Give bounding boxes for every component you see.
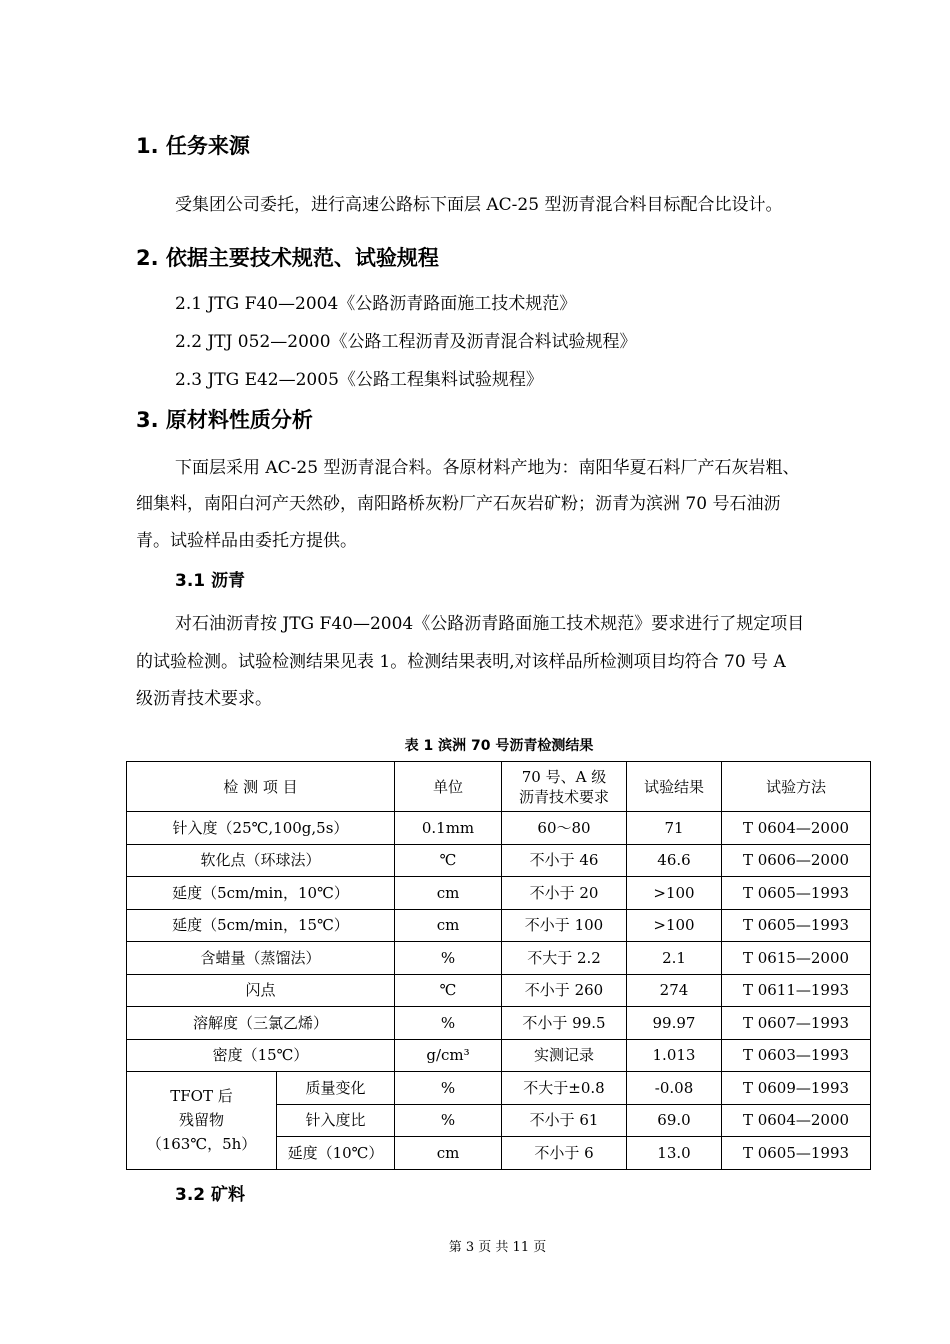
cell-requirement: 不大于±0.8 bbox=[502, 1072, 627, 1105]
cell-result: >100 bbox=[627, 877, 722, 910]
paragraph-line: 细集料，南阳白河产天然砂，南阳路桥灰粉厂产石灰岩矿粉；沥青为滨洲 70 号石油沥 bbox=[136, 494, 781, 514]
table-row bbox=[127, 942, 871, 975]
cell-requirement: 不小于 99.5 bbox=[502, 1007, 627, 1040]
reference-item: 2.2 JTJ 052—2000《公路工程沥青及沥青混合料试验规程》 bbox=[175, 332, 637, 352]
paragraph-line: 的试验检测。试验检测结果见表 1。检测结果表明,对该样品所检测项目均符合 70 号 A bbox=[136, 652, 786, 672]
cell-method: T 0604—2000 bbox=[722, 1104, 871, 1137]
cell-result: >100 bbox=[627, 909, 722, 942]
cell-unit: % bbox=[395, 1104, 502, 1137]
cell-item: 针入度比 bbox=[277, 1104, 395, 1137]
cell-result: 46.6 bbox=[627, 844, 722, 877]
header-requirement: 70 号、A 级 沥青技术要求 bbox=[502, 762, 627, 812]
cell-unit: % bbox=[395, 942, 502, 975]
cell-item: 延度（5cm/min，10℃） bbox=[127, 877, 395, 910]
cell-method: T 0605—1993 bbox=[722, 909, 871, 942]
paragraph-line: 下面层采用 AC-25 型沥青混合料。各原材料产地为：南阳华夏石料厂产石灰岩粗、 bbox=[175, 458, 800, 478]
cell-method: T 0615—2000 bbox=[722, 942, 871, 975]
cell-item: 含蜡量（蒸馏法） bbox=[127, 942, 395, 975]
table-row bbox=[127, 1039, 871, 1072]
cell-unit: ℃ bbox=[395, 974, 502, 1007]
header-result: 试验结果 bbox=[627, 762, 722, 812]
paragraph-line: 对石油沥青按 JTG F40—2004《公路沥青路面施工技术规范》要求进行了规定项目 bbox=[175, 614, 805, 634]
cell-method: T 0605—1993 bbox=[722, 877, 871, 910]
cell-result: -0.08 bbox=[627, 1072, 722, 1105]
cell-unit: g/cm³ bbox=[395, 1039, 502, 1072]
cell-requirement: 不大于 2.2 bbox=[502, 942, 627, 975]
cell-item: 溶解度（三氯乙烯） bbox=[127, 1007, 395, 1040]
cell-requirement: 不小于 46 bbox=[502, 844, 627, 877]
cell-method: T 0606—2000 bbox=[722, 844, 871, 877]
cell-item: 延度（10℃） bbox=[277, 1137, 395, 1170]
cell-result: 69.0 bbox=[627, 1104, 722, 1137]
cell-unit: % bbox=[395, 1007, 502, 1040]
table-header-row bbox=[127, 762, 871, 812]
table-row bbox=[127, 877, 871, 910]
section-3-heading: 3. 原材料性质分析 bbox=[136, 408, 313, 432]
cell-method: T 0607—1993 bbox=[722, 1007, 871, 1040]
table-row bbox=[127, 844, 871, 877]
section-1-heading: 1. 任务来源 bbox=[136, 134, 250, 158]
cell-result: 99.97 bbox=[627, 1007, 722, 1040]
cell-requirement: 不小于 6 bbox=[502, 1137, 627, 1170]
cell-method: T 0611—1993 bbox=[722, 974, 871, 1007]
cell-item: 密度（15℃） bbox=[127, 1039, 395, 1072]
cell-requirement: 不小于 20 bbox=[502, 877, 627, 910]
cell-result: 71 bbox=[627, 812, 722, 845]
paragraph-line: 青。试验样品由委托方提供。 bbox=[136, 531, 357, 551]
cell-unit: cm bbox=[395, 1137, 502, 1170]
cell-result: 2.1 bbox=[627, 942, 722, 975]
section-1-text: 受集团公司委托，进行高速公路标下面层 AC-25 型沥青混合料目标配合比设计。 bbox=[175, 195, 783, 215]
asphalt-test-table bbox=[126, 761, 871, 1170]
cell-method: T 0603—1993 bbox=[722, 1039, 871, 1072]
subsection-3-2-heading: 3.2 矿料 bbox=[175, 1185, 246, 1205]
cell-item: 软化点（环球法） bbox=[127, 844, 395, 877]
table-row bbox=[127, 1007, 871, 1040]
cell-method: T 0604—2000 bbox=[722, 812, 871, 845]
cell-method: T 0605—1993 bbox=[722, 1137, 871, 1170]
cell-item: 延度（5cm/min，15℃） bbox=[127, 909, 395, 942]
page-footer: 第 3 页 共 11 页 bbox=[448, 1240, 547, 1255]
cell-result: 1.013 bbox=[627, 1039, 722, 1072]
subsection-3-1-heading: 3.1 沥青 bbox=[175, 571, 246, 591]
section-2-heading: 2. 依据主要技术规范、试验规程 bbox=[136, 246, 439, 270]
cell-requirement: 不小于 100 bbox=[502, 909, 627, 942]
cell-unit: ℃ bbox=[395, 844, 502, 877]
cell-requirement: 60～80 bbox=[502, 812, 627, 845]
table-row bbox=[127, 909, 871, 942]
cell-requirement: 不小于 61 bbox=[502, 1104, 627, 1137]
header-item: 检 测 项 目 bbox=[127, 762, 395, 812]
cell-unit: 0.1mm bbox=[395, 812, 502, 845]
cell-unit: % bbox=[395, 1072, 502, 1105]
tfot-group-label: TFOT 后 残留物 （163℃，5h） bbox=[127, 1072, 277, 1170]
table-row bbox=[127, 1072, 871, 1105]
table-row bbox=[127, 812, 871, 845]
cell-result: 274 bbox=[627, 974, 722, 1007]
cell-unit: cm bbox=[395, 909, 502, 942]
paragraph-line: 级沥青技术要求。 bbox=[136, 689, 272, 709]
header-method: 试验方法 bbox=[722, 762, 871, 812]
cell-method: T 0609—1993 bbox=[722, 1072, 871, 1105]
reference-item: 2.1 JTG F40—2004《公路沥青路面施工技术规范》 bbox=[175, 294, 577, 314]
table-row bbox=[127, 974, 871, 1007]
cell-item: 闪点 bbox=[127, 974, 395, 1007]
cell-result: 13.0 bbox=[627, 1137, 722, 1170]
cell-requirement: 实测记录 bbox=[502, 1039, 627, 1072]
header-unit: 单位 bbox=[395, 762, 502, 812]
cell-item: 质量变化 bbox=[277, 1072, 395, 1105]
reference-item: 2.3 JTG E42—2005《公路工程集料试验规程》 bbox=[175, 370, 543, 390]
cell-requirement: 不小于 260 bbox=[502, 974, 627, 1007]
table-caption: 表 1 滨洲 70 号沥青检测结果 bbox=[404, 738, 594, 754]
cell-unit: cm bbox=[395, 877, 502, 910]
cell-item: 针入度（25℃,100g,5s） bbox=[127, 812, 395, 845]
